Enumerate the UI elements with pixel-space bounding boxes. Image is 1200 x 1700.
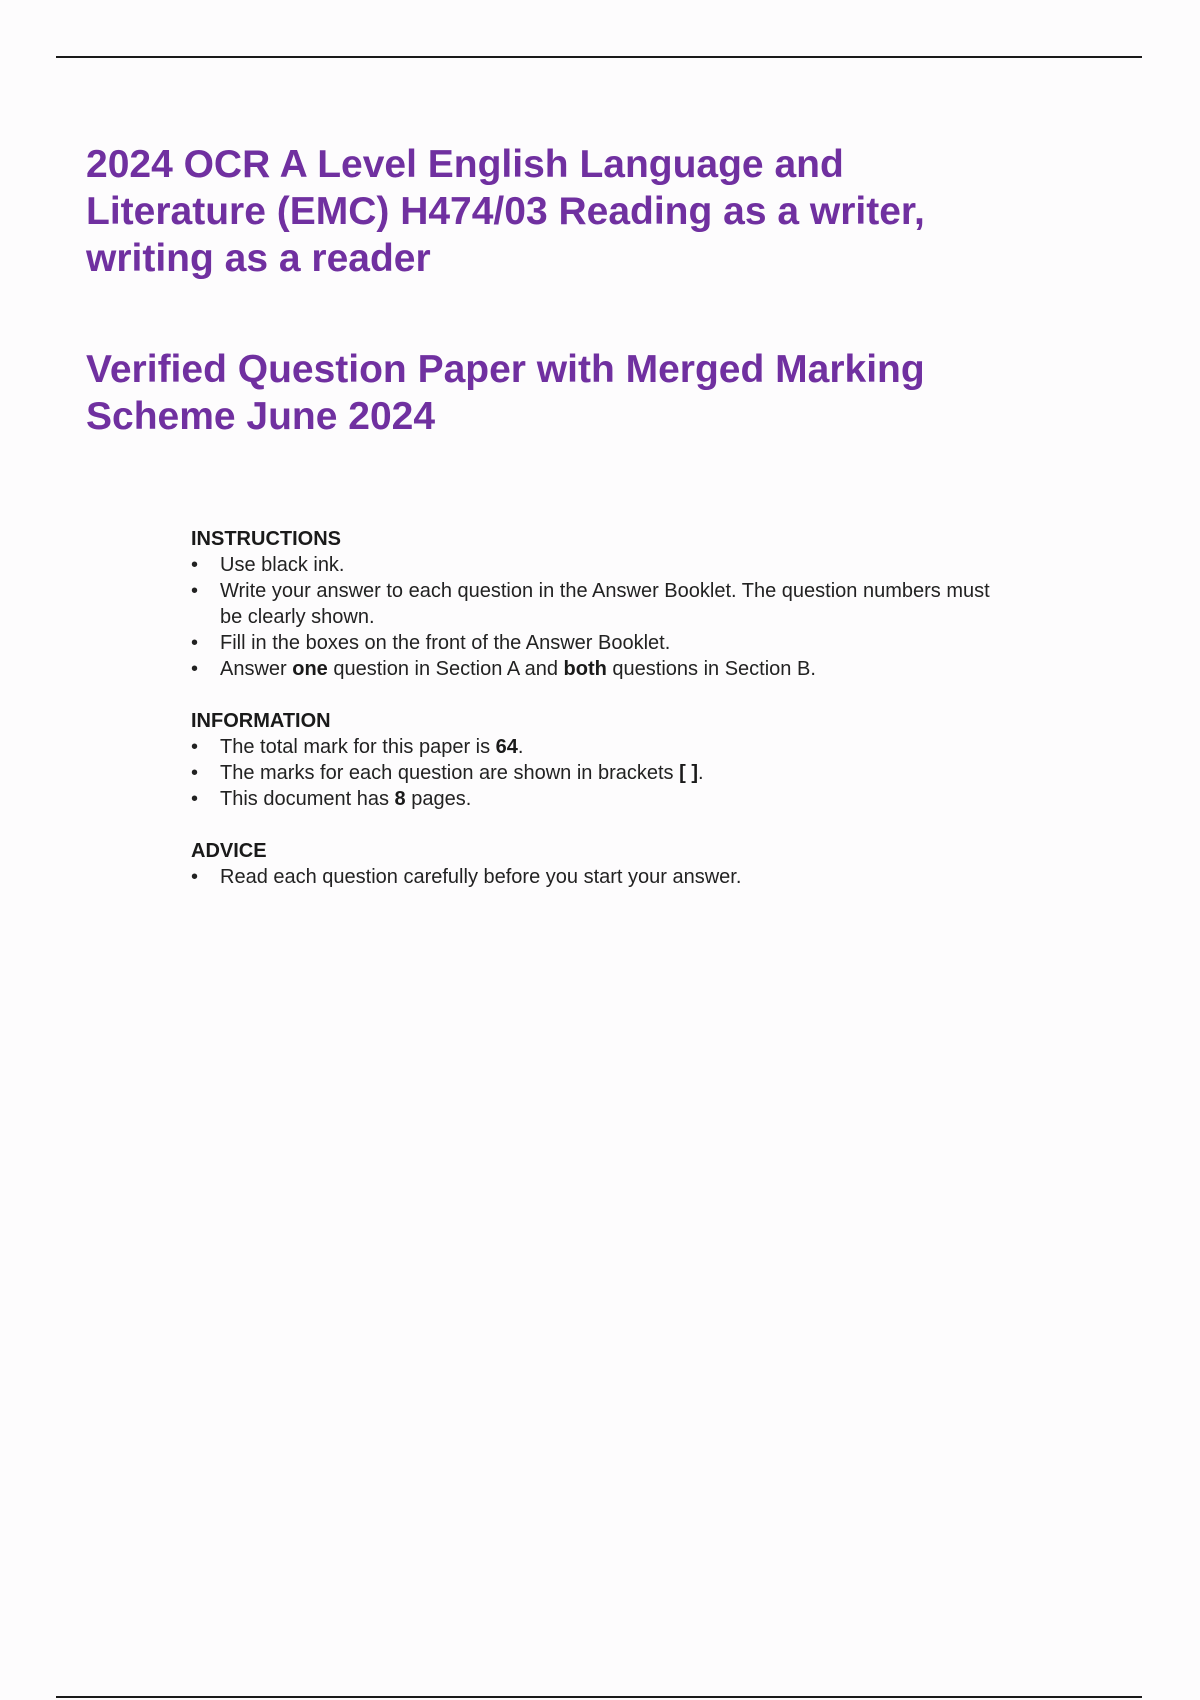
subtitle-line-1: Verified Question Paper with Merged Marking [86, 348, 925, 391]
total-mark-end: . [517, 736, 524, 758]
document-title [86, 141, 1096, 282]
information-item-pages [191, 786, 1091, 812]
document-subtitle [86, 346, 1096, 440]
instruction-item-answer [191, 578, 1091, 630]
information-section [191, 708, 1091, 812]
title-line-2: Literature (EMC) H474/03 Reading as a writer, [86, 190, 925, 233]
instruction-item-ink: • Use black ink. [191, 552, 1091, 578]
pages-end: pages. [405, 788, 472, 810]
instruction-choice-both: both [563, 658, 607, 680]
instruction-choice-text-1: Answer [220, 658, 293, 680]
instruction-answer-line-1: Write your answer to each question in the Answer Booklet. The question numbers must [220, 580, 990, 602]
advice-heading: ADVICE [191, 840, 267, 862]
total-mark-text: The total mark for this paper is [220, 736, 496, 758]
bottom-rule [56, 1696, 1142, 1698]
information-list [191, 734, 1091, 812]
top-rule [56, 56, 1142, 58]
instructions-list [191, 552, 1091, 682]
information-item-total [191, 734, 1091, 760]
paper-front-sections [191, 526, 1091, 890]
title-line-1: 2024 OCR A Level English Language and [86, 143, 844, 186]
section-spacer [191, 812, 1091, 838]
pages-value: 8 [394, 788, 406, 810]
pages-text: This document has [220, 788, 395, 810]
brackets-symbol: [ ] [679, 762, 699, 784]
information-heading: INFORMATION [191, 710, 331, 732]
advice-item: • Read each question carefully before you start your answer. [191, 864, 1091, 890]
title-line-3: writing as a reader [86, 237, 431, 280]
information-item-brackets [191, 760, 1091, 786]
brackets-text: The marks for each question are shown in brackets [220, 762, 680, 784]
instruction-item-choice [191, 656, 1091, 682]
instructions-section [191, 526, 1091, 682]
instruction-choice-text-3: questions in Section B. [606, 658, 816, 680]
advice-section [191, 838, 1091, 890]
advice-list [191, 864, 1091, 890]
instruction-item-boxes: • Fill in the boxes on the front of the Answer Booklet. [191, 630, 1091, 656]
brackets-end: . [698, 762, 704, 784]
section-spacer [191, 682, 1091, 708]
instruction-choice-one: one [292, 658, 328, 680]
instructions-heading: INSTRUCTIONS [191, 528, 341, 550]
instruction-answer-line-2: be clearly shown. [220, 606, 375, 628]
instruction-choice-text-2: question in Section A and [327, 658, 564, 680]
total-mark-value: 64 [495, 736, 518, 758]
subtitle-line-2: Scheme June 2024 [86, 395, 436, 438]
